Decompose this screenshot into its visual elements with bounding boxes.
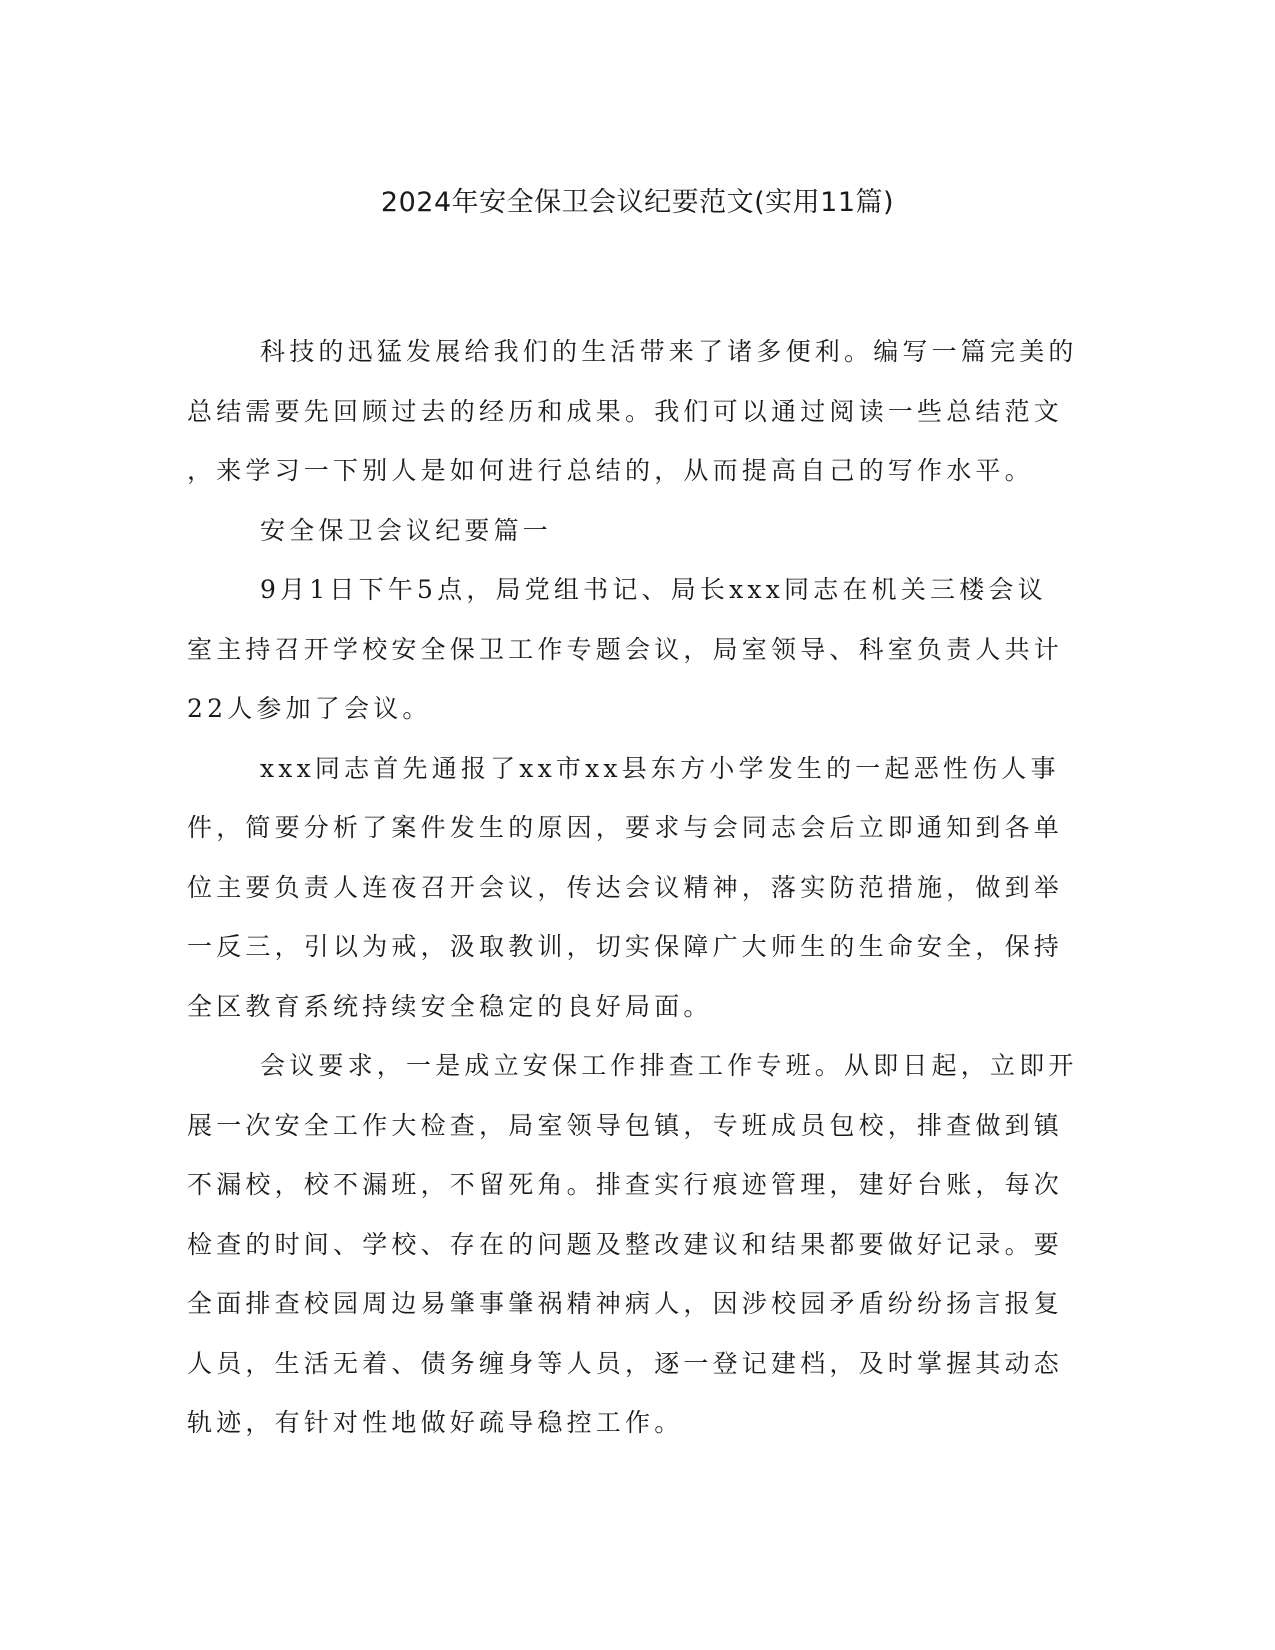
text-line: 位主要负责人连夜召开会议，传达会议精神，落实防范措施，做到举	[187, 872, 1064, 902]
text-line: 9月1日下午5点，局党组书记、局长xxx同志在机关三楼会议	[260, 575, 1047, 604]
text-line: 不漏校，校不漏班，不留死角。排查实行痕迹管理，建好台账，每次	[187, 1170, 1064, 1199]
text-line: ，来学习一下别人是如何进行总结的，从而提高自己的写作水平。	[187, 456, 1034, 485]
text-line: 科技的迅猛发展给我们的生活带来了诸多便利。编写一篇完美的	[260, 337, 1078, 366]
text-line: 22人参加了会议。	[187, 694, 432, 723]
text-line: 总结需要先回顾过去的经历和成果。我们可以通过阅读一些总结范文	[187, 396, 1064, 426]
text-line: 全区教育系统持续安全稳定的良好局面。	[187, 991, 713, 1021]
document-body	[187, 322, 1092, 1453]
text-line: 一反三，引以为戒，汲取教训，切实保障广大师生的生命安全，保持	[187, 932, 1064, 961]
text-line: 检查的时间、学校、存在的问题及整改建议和结果都要做好记录。要	[187, 1229, 1064, 1259]
text-line: 件，简要分析了案件发生的原因，要求与会同志会后立即通知到各单	[187, 813, 1064, 842]
text-line: 展一次安全工作大检查，局室领导包镇，专班成员包校，排查做到镇	[187, 1110, 1064, 1140]
text-line: 人员，生活无着、债务缠身等人员，逐一登记建档，及时掌握其动态	[187, 1348, 1064, 1378]
text-line: 全面排查校园周边易肇事肇祸精神病人，因涉校园矛盾纷纷扬言报复	[187, 1289, 1064, 1318]
text-line: 室主持召开学校安全保卫工作专题会议，局室领导、科室负责人共计	[187, 634, 1064, 664]
text-line: 轨迹，有针对性地做好疏导稳控工作。	[187, 1408, 684, 1437]
text-line: xxx同志首先通报了xx市xx县东方小学发生的一起恶性伤人事	[260, 753, 1060, 783]
document-title: 2024年安全保卫会议纪要范文(实用11篇)	[380, 187, 895, 218]
text-line: 安全保卫会议纪要篇一	[260, 515, 553, 545]
text-line: 会议要求，一是成立安保工作排查工作专班。从即日起，立即开	[260, 1051, 1078, 1080]
